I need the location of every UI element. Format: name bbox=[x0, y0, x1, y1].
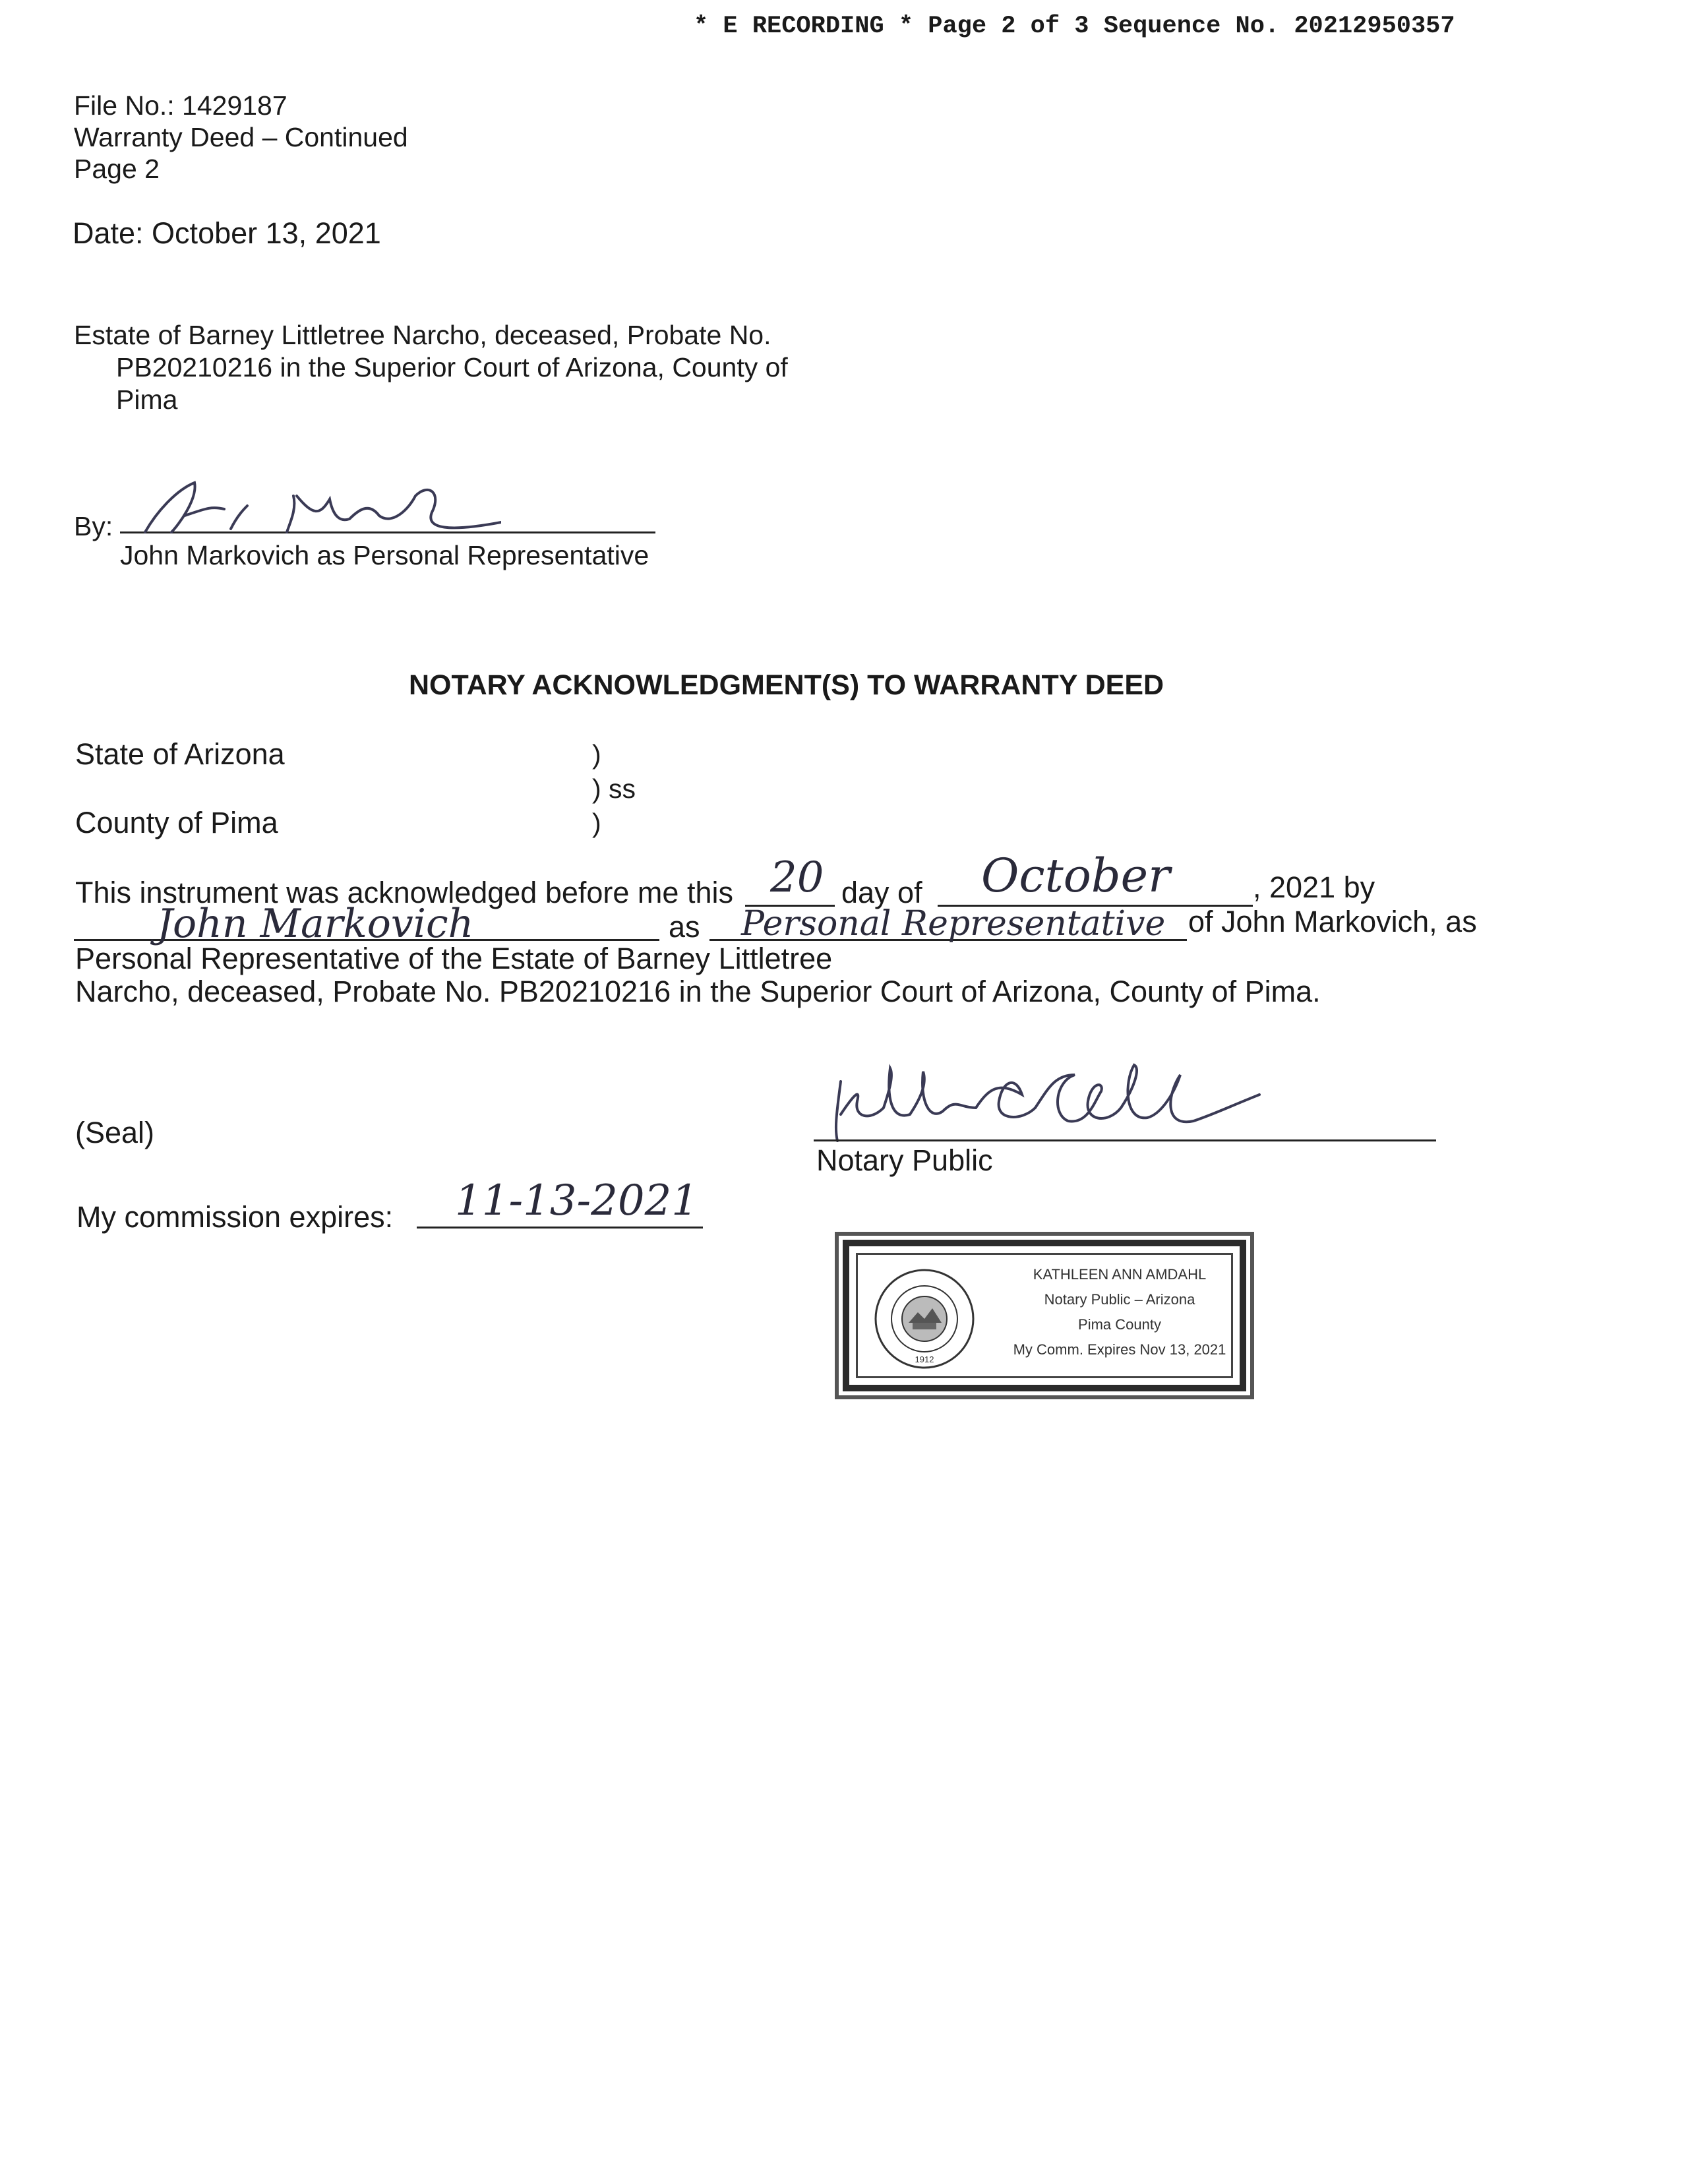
ack-day: 20 bbox=[770, 853, 824, 902]
svg-text:1912: 1912 bbox=[915, 1354, 934, 1364]
stamp-county: Pima County bbox=[1078, 1316, 1161, 1333]
deed-date: Date: October 13, 2021 bbox=[73, 216, 381, 250]
ack-as: as bbox=[669, 910, 700, 944]
ack-text-6: Narcho, deceased, Probate No. PB20210216 in the Superior Court of Arizona, County of Pima. bbox=[75, 975, 1321, 1008]
notary-signature bbox=[824, 1055, 1325, 1147]
notary-signature-line bbox=[814, 1139, 1436, 1141]
page-number: Page 2 bbox=[74, 154, 160, 184]
notary-public-label: Notary Public bbox=[816, 1143, 993, 1177]
ack-text-2: day of bbox=[841, 876, 922, 909]
grantor-line-1: Estate of Barney Littletree Narcho, deceased, Probate No. bbox=[74, 320, 771, 350]
ack-capacity: Personal Representative bbox=[741, 904, 1166, 944]
ack-text-5: Personal Representative of the Estate of Barney Littletree bbox=[75, 942, 833, 975]
seal-label: (Seal) bbox=[75, 1116, 155, 1149]
venue-county: County of Pima bbox=[75, 806, 278, 839]
venue-state: State of Arizona bbox=[75, 737, 285, 771]
deed-continued: Warranty Deed – Continued bbox=[74, 122, 408, 152]
commission-label: My commission expires: bbox=[76, 1200, 394, 1234]
grantor-line-2: PB20210216 in the Superior Court of Arizona, County of bbox=[116, 352, 788, 382]
venue-paren-1: ) bbox=[592, 739, 601, 770]
ack-text-3: , 2021 by bbox=[1253, 870, 1375, 904]
notary-title: NOTARY ACKNOWLEDGMENT(S) TO WARRANTY DEED bbox=[409, 669, 1164, 701]
notary-stamp bbox=[843, 1240, 1246, 1391]
commission-line bbox=[417, 1227, 703, 1228]
ack-text-4: of John Markovich, as bbox=[1188, 905, 1477, 938]
representative-signature bbox=[132, 470, 501, 542]
commission-date: 11-13-2021 bbox=[455, 1176, 698, 1225]
venue-paren-3: ) bbox=[592, 808, 601, 838]
ack-name: John Markovich bbox=[157, 901, 474, 947]
by-label: By: bbox=[74, 511, 113, 541]
ack-text-1: This instrument was acknowledged before me this bbox=[75, 876, 733, 909]
stamp-name: KATHLEEN ANN AMDAHL bbox=[1033, 1266, 1207, 1283]
stamp-expiry: My Comm. Expires Nov 13, 2021 bbox=[1013, 1341, 1226, 1358]
state-seal-icon bbox=[872, 1266, 977, 1372]
venue-ss: ) ss bbox=[592, 774, 636, 804]
grantor-line-3: Pima bbox=[116, 384, 178, 415]
recording-header: * E RECORDING * Page 2 of 3 Sequence No. 20212950357 bbox=[694, 13, 1455, 40]
stamp-title: Notary Public – Arizona bbox=[1044, 1291, 1195, 1308]
file-number: File No.: 1429187 bbox=[74, 90, 287, 121]
signer-name: John Markovich as Personal Representative bbox=[120, 540, 649, 570]
ack-month: October bbox=[981, 849, 1170, 903]
